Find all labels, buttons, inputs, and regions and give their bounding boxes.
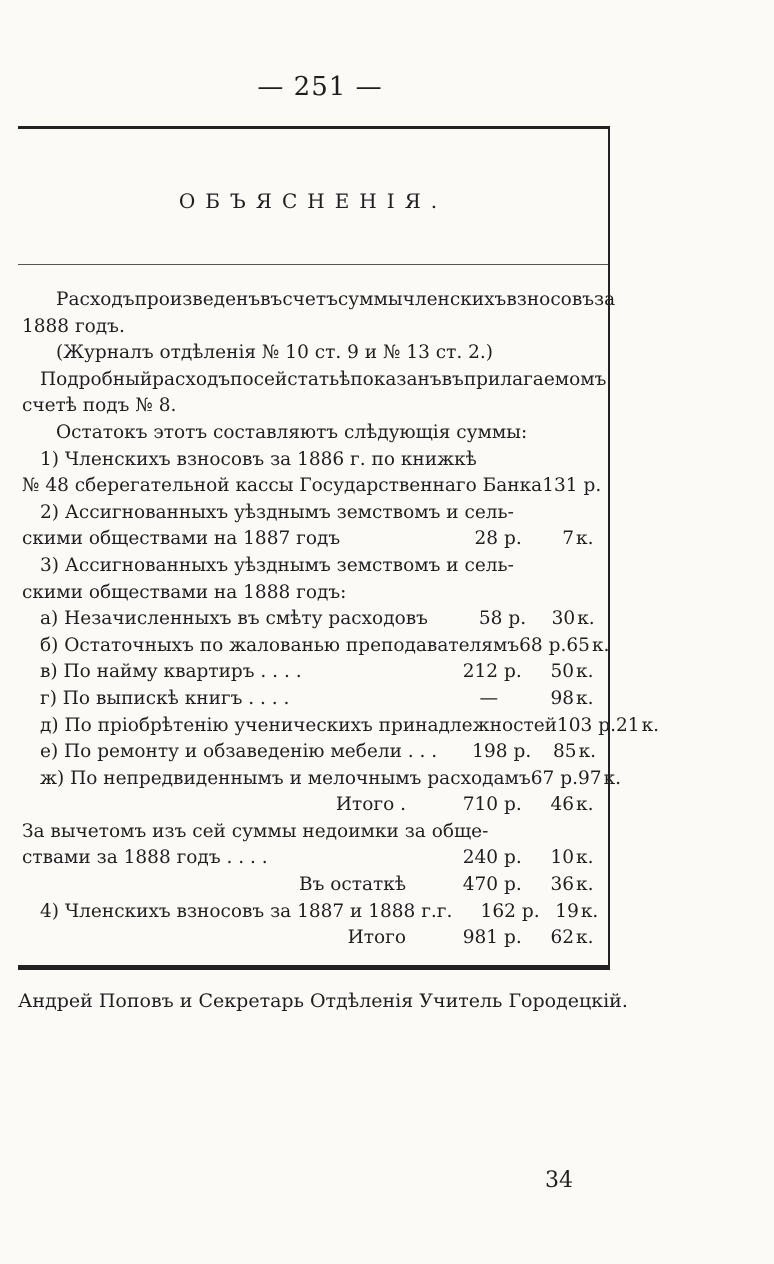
intro-line-6: Остатокъ этотъ составляютъ слѣдующія суммы: [56,421,528,443]
intro-line-5: счетѣ подъ № 8. [22,395,177,417]
folio-number: 34 [545,1168,573,1193]
item-1-row: № 48 сберегательной кассы Государственнаго Банка 131 р. [22,475,602,497]
table-row: в) По найму квартиръ . . . . 212 р. 50 к. [40,661,594,683]
intro-line-4: Подробный расходъ по сей статьѣ показанъ въ прилагаемомъ [40,368,607,390]
table-row: ж) По непредвиденнымъ и мелочнымъ расходамъ 67 р. 97 к. [40,767,622,789]
explanation-frame [18,126,660,970]
table-row: д) По пріобрѣтенію ученическихъ принадлежностей 103 р. 21 к. [40,714,660,736]
deduction-row: ствами за 1888 годъ . . . . 240 р. 10 к. [22,847,594,869]
page-number: — 251 — [257,72,383,102]
item-2-row: скими обществами на 1887 годъ 28 р. 7 к. [22,528,594,550]
item-3-line-2: скими обществами на 1888 годъ: [22,581,347,603]
table-row: б) Остаточныхъ по жалованью преподавателямъ 68 р. 65 к. [40,634,610,656]
journal-reference: (Журналъ отдѣленія № 10 ст. 9 и № 13 ст. 2.) [56,342,493,364]
deduction-line-1: За вычетомъ изъ сей суммы недоимки за обще- [22,820,489,842]
page-title: ОБЪЯСНЕНІЯ. [178,189,448,213]
table-row: е) По ремонту и обзаведенію мебели . . . 198 р. 85 к. [40,741,597,763]
document-body [22,287,660,952]
remainder-row: Въ остаткѣ 470 р. 36 к. [299,874,594,896]
item-2-line-1: 2) Ассигнованныхъ уѣзднымъ земствомъ и сель- [40,501,514,523]
table-row: а) Незачисленныхъ въ смѣту расходовъ 58 р. 30 к. [40,608,595,630]
table-row: г) По выпискѣ книгъ . . . . — 98 к. [40,687,594,709]
intro-line-1: Расходъ произведенъ въ счетъ суммы членскихъ взносовъ за [56,289,616,310]
item-1-line-1: 1) Членскихъ взносовъ за 1886 г. по книжкѣ [40,448,477,470]
signature-line: Андрей Поповъ и Секретарь Отдѣленія Учитель Городецкій. [18,990,628,1012]
intro-line-2: 1888 годъ. [22,315,125,337]
title-box [18,129,608,265]
subtotal-row: Итого . 710 р. 46 к. [335,794,594,816]
grand-total-row: Итого 981 р. 62 к. [347,927,594,949]
item-4-row: 4) Членскихъ взносовъ за 1887 и 1888 г.г. 162 р. 19 к. [40,900,599,922]
item-3-line-1: 3) Ассигнованныхъ уѣзднымъ земствомъ и сель- [40,554,514,576]
